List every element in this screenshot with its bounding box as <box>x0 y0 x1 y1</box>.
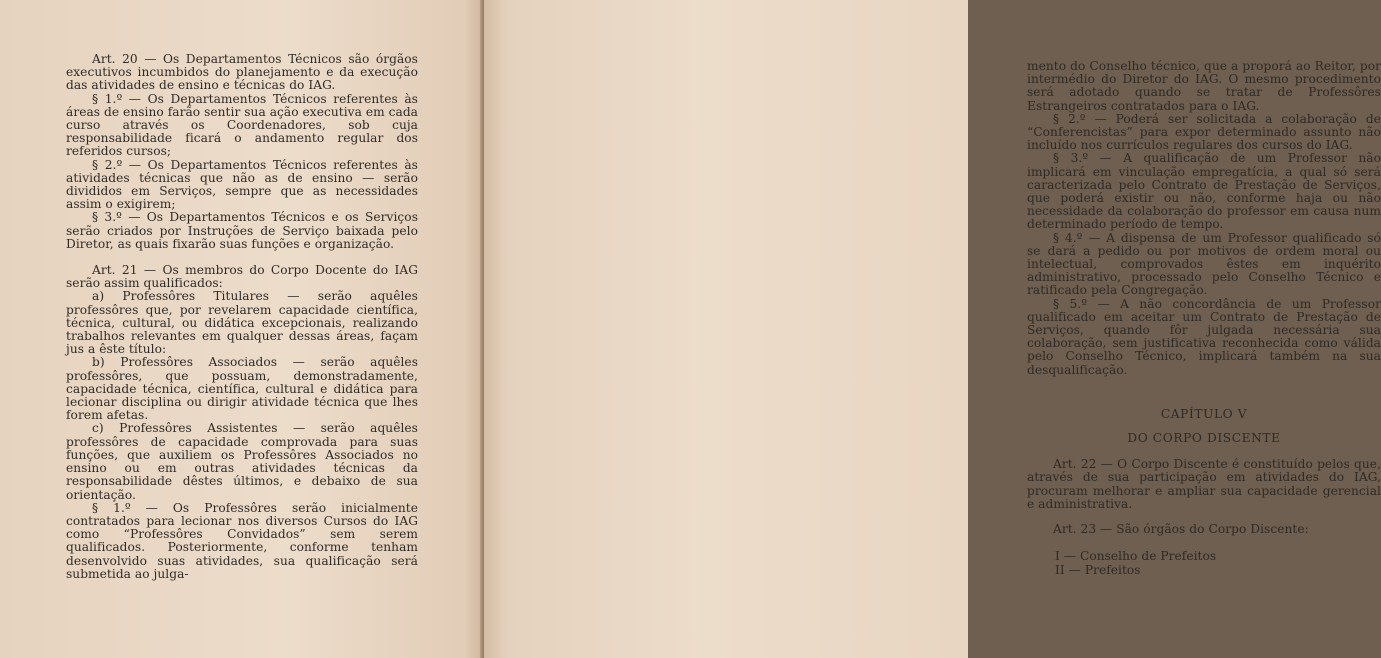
art-21-paragraph-3: § 3.º — A qualificação de um Professor não implicará em vinculação empregatícia, a qual só será caracterizada pelo Contrato de Prestação de Serviços, que poderá existir ou não, conforme haja ou não necessidade da colaboração do professor em causa num determinado período de tempo. <box>1027 151 1381 232</box>
organ-item-2: II — Prefeitos <box>1055 562 1141 577</box>
art-20-paragraph-3: § 3.º — Os Departamentos Técnicos e os Serviços serão criados por Instruções de Serviço baixada pelo Diretor, as quais fixarão suas funções e organização. <box>66 210 418 251</box>
left-page <box>0 0 484 658</box>
art-20-paragraph-1: § 1.º — Os Departamentos Técnicos referentes às áreas de ensino farão sentir sua ação executiva em cada curso através os Coordenadores, sob cuja responsabilidade ficará o andamento regular dos referidos cursos; <box>66 91 418 159</box>
art-21-paragraph-2: § 2.º — Poderá ser solicitada a colaboração de “Conferencistas” para expor determinado assunto não incluído nos currículos regulares dos cursos do IAG. <box>1027 111 1381 153</box>
art-22: Art. 22 — O Corpo Discente é constituído pelos que, através de sua participação em atividades do IAG, procuram melhorar e ampliar sua capacidade gerencial e administrativa. <box>1027 457 1381 511</box>
art-21-paragraph-1: § 1.º — Os Professôres serão inicialmente contratados para lecionar nos diversos Cursos do IAG como “Professôres Convidados” sem serem qualificados. Posteriormente, conforme tenham desenvolvido suas atividades, sua qualificação será submetida ao julga- <box>66 500 418 581</box>
art-21: Art. 21 — Os membros do Corpo Docente do IAG serão assim qualificados: <box>66 263 418 291</box>
spacer <box>1027 536 1381 550</box>
right-page <box>484 0 1381 658</box>
chapter-number: CAPÍTULO V <box>1160 406 1248 421</box>
organ-item-1: I — Conselho de Prefeitos <box>1055 549 1217 564</box>
spacer <box>1027 377 1381 408</box>
art-21-item-c: c) Professôres Assistentes — serão aquêles professôres de capacidade comprovada para suas funções, que auxiliem os Professôres Associados no ensino ou em outras atividades técnicas da responsabilidade dêstes últimos, e debaixo de sua orientação. <box>66 421 418 502</box>
art-21-continuation: mento do Conselho técnico, que a proporá ao Reitor, por intermédio do Diretor do IAG. O mesmo procedimento será adotado quando se tratar de Professôres Estrangeiros contratados para o IAG. <box>1027 59 1381 113</box>
art-21-paragraph-5: § 5.º — A não concordância de um Professor qualificado em aceitar um Contrato de Prestação de Serviços, quando fôr julgada necessária sua colaboração, sem justificativa reconhecida como válida pelo Conselho Técnico, implicará também na sua desqualificação. <box>1027 296 1381 377</box>
chapter-title: DO CORPO DISCENTE <box>1127 431 1281 446</box>
right-page-text <box>1027 60 1381 577</box>
art-20: Art. 20 — Os Departamentos Técnicos são órgãos executivos incumbidos do planejamento e da execução das atividades de ensino e técnicas do IAG. <box>66 52 418 93</box>
art-21-item-a: a) Professôres Titulares — serão aquêles professôres que, por revelarem capacidade científica, técnica, cultural, ou didática excepcionais, realizando trabalhos relevantes em qualquer dessas áreas, façam jus a êste título: <box>66 289 418 357</box>
art-23: Art. 23 — São órgãos do Corpo Discente: <box>1053 522 1309 537</box>
art-21-paragraph-4: § 4.º — A dispensa de um Professor qualificado só se dará a pedido ou por motivos de ordem moral ou intelectual, comprovados êstes em inquérito administrativo, processado pelo Conselho Técnico e ratificado pela Congregação. <box>1027 230 1381 298</box>
art-21-item-b: b) Professôres Associados — serão aquêles professôres, que possuam, demonstradamente, capacidade técnica, científica, cultural e didática para lecionar disciplina ou dirigir atividade técnica que lhes forem afetas. <box>66 355 418 423</box>
art-20-paragraph-2: § 2.º — Os Departamentos Técnicos referentes às atividades técnicas que não as de ensino — serão divididos em Serviços, sempre que as necessidades assim o exigirem; <box>66 157 418 212</box>
left-page-text <box>66 53 418 581</box>
